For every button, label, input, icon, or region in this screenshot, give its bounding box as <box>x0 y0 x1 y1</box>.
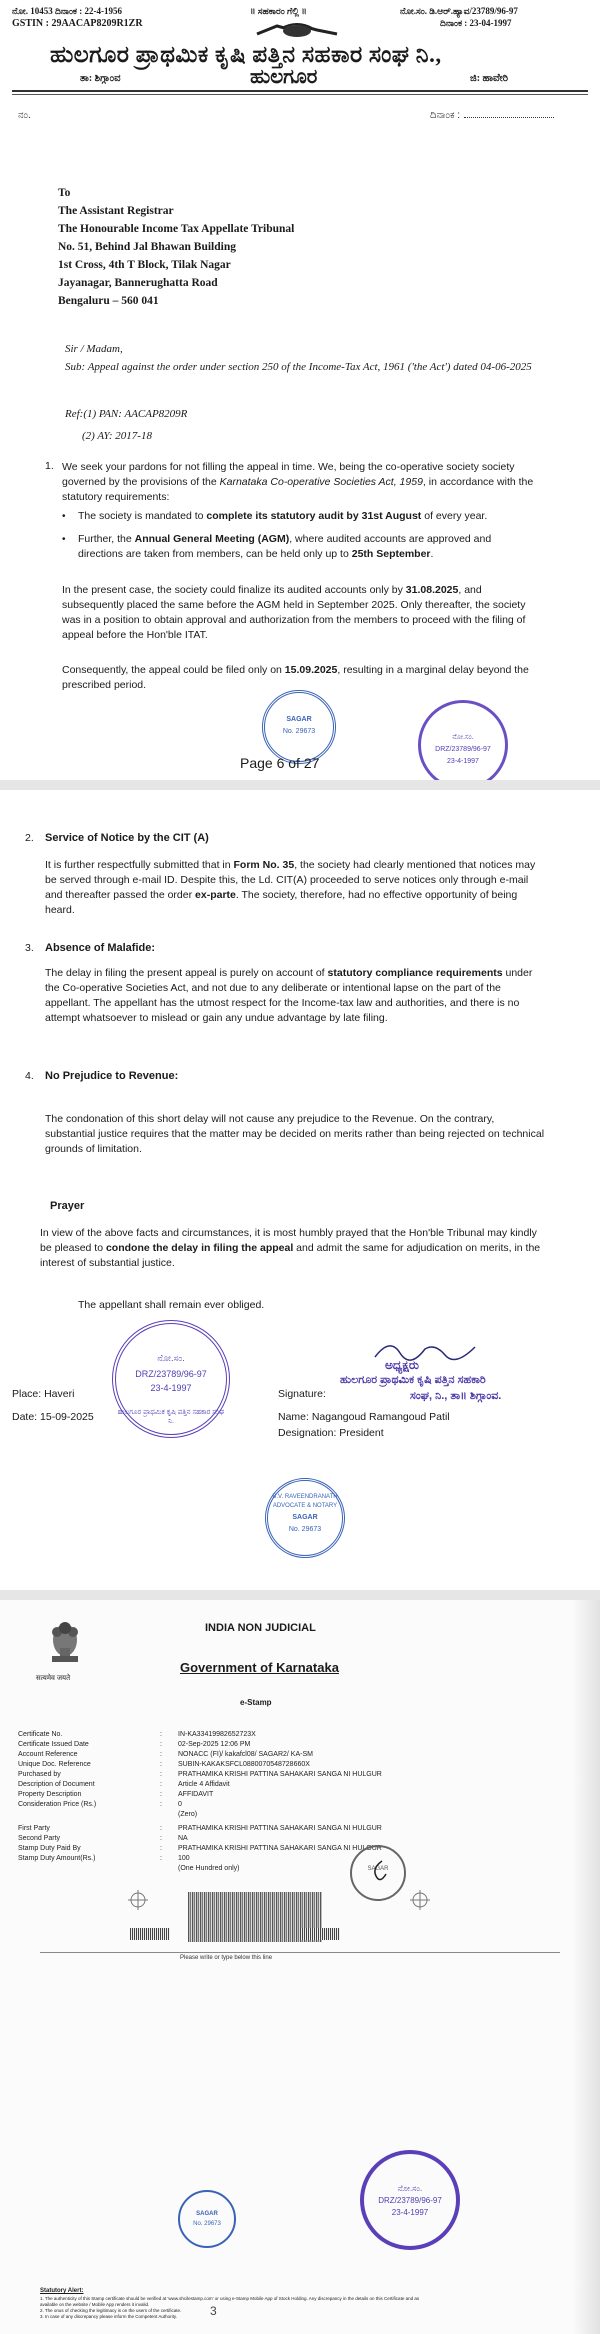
para-consequently: Consequently, the appeal could be filed only on 15.09.2025, resulting in a marginal delay beyond the prescribed period. <box>62 664 529 691</box>
estamp-page: सत्यमेव जयते INDIA NON JUDICIAL Government of Karnataka e-Stamp Certificate No. : IN-KA33419982652723X Certificate Issued Date : 02-Sep-2025 12:06 PM Account Reference : NONACC (FI)/ kakafcl08/ SAGAR2/ KA-SM Unique Doc. Reference : SUBIN-KAKAKSFCL0880070548728660X Purchased by : PRATHAMIKA KRISHI PATTINA SAHAKARI SANGA NI HULGUR Description of Document : Article 4 Affidavit Property Description : AFFIDAVIT Consideration Price (Rs.) : 0 (Zero) First Party : PRATHAMIKA KRISHI PATTINA SAHAKARI SANGA NI HULGUR Second Party : NA Stamp Duty Paid By : PRATHAMIKA KRISHI PATTINA SAHAKARI SANGA NI HULGUR Stamp Duty Amount(Rs.) : 100 (One Hundred only) SAGAR Please write or type below this line SAGAR No. 29673 ನೋ.ಸಂ. DRZ/23789/96-97 23-4-1997 Statutory Alert: 1. The authenticity of this Stamp certificate should be verified at 'www.shcilestamp.com' or using e-Stamp Mobile App of Stock Holding. Any discrepancy in the details on this Certificate and as available on the website / Mobile App renders it invalid. 2. The onus of checking the legitimacy is on the users of the certificate. 3. In case of any discrepancy please inform the Competent Authority. 3 <box>0 1600 600 2334</box>
salutation: Sir / Madam, <box>65 343 123 355</box>
section-number: 3. <box>25 942 34 954</box>
stamp-number: No. 29673 <box>288 1526 322 1533</box>
section-title: No Prejudice to Revenue: <box>45 1070 179 1082</box>
address-line: To <box>58 187 71 199</box>
stamp-label: SAGAR <box>292 1514 318 1521</box>
registration-mark <box>410 1890 430 1910</box>
bullet: • <box>62 534 66 545</box>
notary-stamp <box>265 1478 345 1558</box>
seal-date: 23-4-1997 <box>150 1383 192 1393</box>
obliged-line: The appellant shall remain ever obliged. <box>78 1299 265 1311</box>
page-separator <box>0 1590 600 1600</box>
stamp-label: SAGAR <box>367 1866 389 1872</box>
section-2-text: It is further respectfully submitted that in Form No. 35, the society had clearly mentioned that notices may be served through e-mail ID. Despite this, the Ld. CIT(A) proceeded to serve notices only through e-mail and thereafter passed the order ex-parte. The society, therefore, had no effective opportunity of being heard. <box>45 859 536 916</box>
seal-label: ನೋ.ಸಂ. <box>397 2184 423 2193</box>
para-1: We seek your pardons for not filling the appeal in time. We, being the co-operative society society governed by the provisions of the Karnataka Co-operative Societies Act, 1959, in accordance with the statutory requirements: <box>62 461 534 503</box>
stamp-outer: B.V. RAVEENDRANATH ADVOCATE & NOTARY <box>272 1494 338 1509</box>
page-number: Page 6 of 27 <box>240 755 320 771</box>
sig-kn-org: ಹುಲಗೂರ ಪ್ರಾಥಮಿಕ ಕೃಷಿ ಪತ್ತಿನ ಸಹಕಾರಿ <box>340 1374 486 1386</box>
statutory-alert-title: Statutory Alert: <box>40 2288 84 2294</box>
address-line: Jayanagar, Bannerughatta Road <box>58 277 218 289</box>
letter-page-1 <box>0 0 600 780</box>
estamp-title: INDIA NON JUDICIAL <box>205 1622 316 1634</box>
subject: Sub: Appeal against the order under section 250 of the Income-Tax Act, 1961 ('the Act') dated 04-06-2025 <box>65 361 532 373</box>
bullet-audit: The society is mandated to complete its statutory audit by 31st August of every year. <box>78 510 488 522</box>
taluk: ತಾ: ಶಿಗ್ಗಾಂವ <box>80 73 121 84</box>
national-emblem-icon <box>42 1618 88 1672</box>
header-rule <box>12 90 588 92</box>
write-line <box>40 1952 560 1953</box>
seal-label: ನೋ.ಸಂ. <box>452 734 474 741</box>
letter-page-2 <box>0 790 600 1590</box>
seal-number: DRZ/23789/96-97 <box>378 2196 442 2205</box>
emblem-caption: सत्यमेव जयते <box>36 1675 71 1682</box>
org-name: ಹುಲಗೂರ ಪ್ರಾಥಮಿಕ ಕೃಷಿ ಪತ್ತಿನ ಸಹಕಾರ ಸಂಘ ನಿ., <box>50 42 442 67</box>
notary-stamp <box>262 690 336 764</box>
signature-label: Signature: <box>278 1388 326 1400</box>
statutory-alert-1: 1. The authenticity of this Stamp certificate should be verified at 'www.shcilestamp.com' or using e-Stamp Mobile App of Stock Holding. Any discrepancy in the details on this Certificate and as available on the website / Mobile App renders it invalid. <box>40 2296 420 2307</box>
motto: ॥ ಸಹಕಾರಂ ಗೆಲ್ಲಿ ॥ <box>250 6 307 16</box>
stamp-number: No. 29673 <box>282 728 316 735</box>
address-line: Bengaluru – 560 041 <box>58 295 159 307</box>
prayer-text: In view of the above facts and circumstances, it is most humbly prayed that the Hon'ble Tribunal may kindly be pleased to condone the delay in filing the appeal and admit the same for adjudication on merits, in the interest of substantial justice. <box>40 1227 541 1269</box>
sig-kn-org2: ಸಂಘ, ನಿ., ತಾ॥ ಶಿಗ್ಗಾಂವ. <box>410 1390 502 1402</box>
seal-date: 23-4-1997 <box>447 758 479 765</box>
section-title: Absence of Malafide: <box>45 942 156 954</box>
seal-outer: ಹುಲಗೂರ ಪ್ರಾಥಮಿಕ ಕೃಷಿ ಪತ್ತಿನ ಸಹಕಾರ ಸಂಘ ನಿ. <box>117 1409 225 1425</box>
signature-scribble <box>368 1858 390 1886</box>
designation: Designation: President <box>278 1427 384 1439</box>
section-title: Service of Notice by the CIT (A) <box>45 832 209 844</box>
para-present-case: In the present case, the society could finalize its audited accounts only by 31.08.2025, and subsequently placed the same before the AGM held in September 2025. Only thereafter, the society was in a position to obtain approval and authorization from the members to proceed with the filing of appeal before the Hon'ble ITAT. <box>62 584 526 641</box>
stamp-number: No. 29673 <box>193 2221 221 2227</box>
address-line: The Honourable Income Tax Appellate Tribunal <box>58 223 295 235</box>
society-seal <box>360 2150 460 2250</box>
stamp-label: SAGAR <box>196 2211 218 2217</box>
stamp-label: SAGAR <box>286 716 312 723</box>
address-block <box>58 184 294 310</box>
prayer-title: Prayer <box>50 1200 85 1212</box>
address-line: 1st Cross, 4th T Block, Tilak Nagar <box>58 259 231 271</box>
header-rule-thin <box>12 94 588 95</box>
society-seal <box>418 700 508 780</box>
address-line: The Assistant Registrar <box>58 205 174 217</box>
page-separator <box>0 780 600 790</box>
section-number: 4. <box>25 1070 34 1082</box>
notary-stamp <box>178 2190 236 2248</box>
ref-ay: (2) AY: 2017-18 <box>82 430 152 442</box>
section-4-text: The condonation of this short delay will not cause any prejudice to the Revenue. On the contrary, substantial justice requires that the matter may be decided on merits rather than being rejected on technical grounds of limitation. <box>45 1113 545 1155</box>
date: Date: 15-09-2025 <box>12 1411 94 1423</box>
seal-number: DRZ/23789/96-97 <box>435 746 491 753</box>
no-label: ನಂ. <box>18 110 31 121</box>
section-number: 2. <box>25 832 34 844</box>
place-kn: ಹುಲಗೂರ <box>250 66 318 88</box>
sig-kn-title: ಅಧ್ಯಕ್ಷರು <box>385 1358 419 1372</box>
date-right: ದಿನಾಂಕ : 23-04-1997 <box>440 18 512 28</box>
reg-no-right: ನೋ.ಸಂ. ಡಿ.ಆರ್.ಹ್ಯಾವ/23789/96-97 <box>400 6 518 16</box>
date-label: ದಿನಾಂಕ : <box>430 110 554 121</box>
page-mark: 3 <box>210 2304 217 2318</box>
seal-number: DRZ/23789/96-97 <box>135 1369 207 1379</box>
estamp-label: e-Stamp <box>240 1698 272 1707</box>
signatory-name: Name: Nagangoud Ramangoud Patil <box>278 1411 450 1423</box>
estamp-govt: Government of Karnataka <box>180 1660 339 1675</box>
place: Place: Haveri <box>12 1388 75 1400</box>
seal-label: ನೋ.ಸಂ. <box>157 1353 185 1363</box>
barcode-small <box>300 1928 340 1940</box>
seal-date: 23-4-1997 <box>391 2208 429 2217</box>
statutory-alert-3: 3. In case of any discrepancy please inform the Competent Authority. <box>40 2314 177 2319</box>
barcode-small <box>130 1928 170 1940</box>
reg-no-left: ನೋ. 10453 ದಿನಾಂಕ : 22-4-1956 <box>12 6 122 16</box>
statutory-alert-2: 2. The onus of checking the legitimacy is on the users of the certificate. <box>40 2308 182 2313</box>
para-number: 1. <box>45 460 54 472</box>
address-line: No. 51, Behind Jal Bhawan Building <box>58 241 236 253</box>
registration-mark <box>128 1890 148 1910</box>
society-seal <box>112 1320 230 1438</box>
district: ಜಿ: ಹಾವೇರಿ <box>470 73 508 84</box>
ref-pan: Ref:(1) PAN: AACAP8209R <box>65 408 188 420</box>
write-line-label: Please write or type below this line <box>180 1955 273 1961</box>
gstin: GSTIN : 29AACAP8209R1ZR <box>12 18 143 29</box>
handshake-logo <box>252 16 342 42</box>
bullet-agm: Further, the Annual General Meeting (AGM), where audited accounts are approved and directions are taken from members, can be held only up to 25th September. <box>78 533 492 560</box>
page-edge-shadow <box>572 1600 600 2334</box>
section-3-text: The delay in filing the present appeal is purely on account of statutory compliance requirements under the Co-operative Societies Act, and not due to any deliberate or intentional lapse on the part of the appellant. The appellant has the utmost respect for the Income-tax law and authorities, and there is no attempt whatsoever to mislead or gain any undue advantage by late filing. <box>45 967 533 1024</box>
bullet: • <box>62 511 66 522</box>
